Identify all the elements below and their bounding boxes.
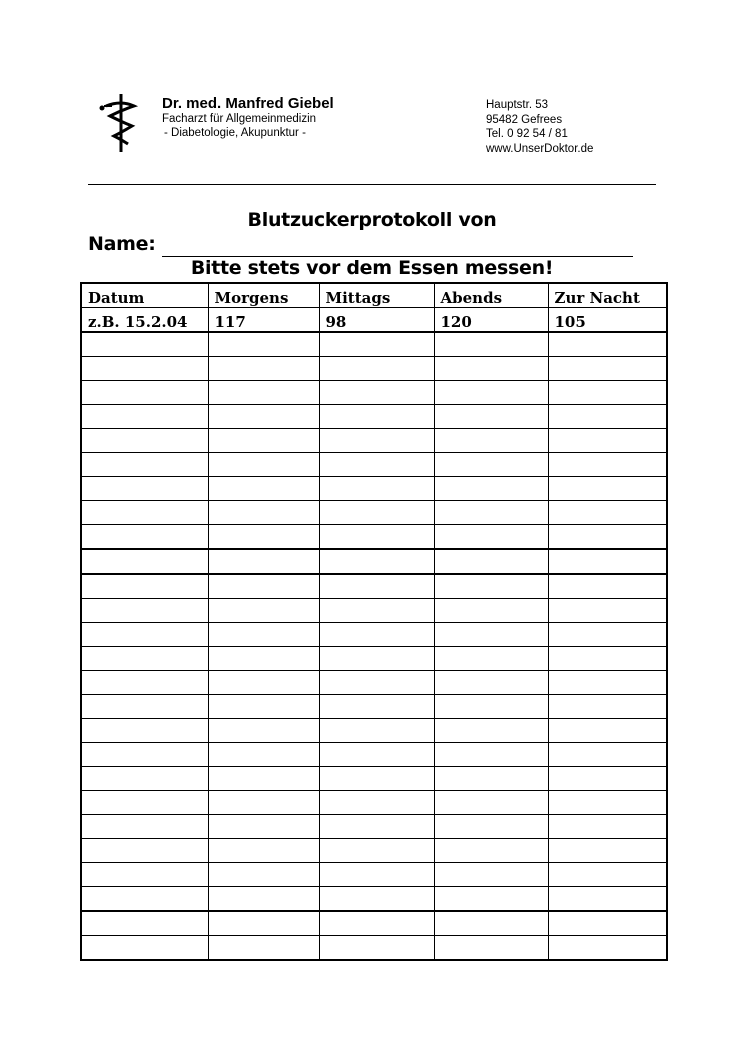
entry-cell-zur-nacht[interactable] xyxy=(548,357,667,381)
entry-cell-abends[interactable] xyxy=(434,357,548,381)
entry-cell-mittags[interactable] xyxy=(319,911,434,936)
table-row xyxy=(81,863,667,887)
entry-cell-morgens[interactable] xyxy=(208,719,319,743)
entry-cell-abends[interactable] xyxy=(434,743,548,767)
entry-cell-zur-nacht[interactable] xyxy=(548,791,667,815)
entry-cell-morgens[interactable] xyxy=(208,381,319,405)
entry-cell-abends[interactable] xyxy=(434,501,548,525)
header-divider xyxy=(88,184,656,185)
entry-cell-zur-nacht[interactable] xyxy=(548,671,667,695)
doctor-info xyxy=(162,95,334,140)
entry-cell-zur-nacht[interactable] xyxy=(548,549,667,574)
table-row xyxy=(81,429,667,453)
entry-cell-datum[interactable] xyxy=(81,501,208,525)
entry-cell-datum[interactable] xyxy=(81,743,208,767)
entry-cell-abends[interactable] xyxy=(434,599,548,623)
example-zur-nacht: 105 xyxy=(548,308,667,333)
entry-cell-abends[interactable] xyxy=(434,839,548,863)
entry-cell-zur-nacht[interactable] xyxy=(548,767,667,791)
entry-cell-abends[interactable] xyxy=(434,863,548,887)
entry-cell-zur-nacht[interactable] xyxy=(548,453,667,477)
table-row xyxy=(81,815,667,839)
table-row xyxy=(81,671,667,695)
entry-cell-morgens[interactable] xyxy=(208,815,319,839)
entry-cell-morgens[interactable] xyxy=(208,332,319,357)
entry-cell-datum[interactable] xyxy=(81,911,208,936)
table-row xyxy=(81,647,667,671)
entry-cell-abends[interactable] xyxy=(434,405,548,429)
table-row xyxy=(81,791,667,815)
entry-cell-mittags[interactable] xyxy=(319,815,434,839)
entry-cell-morgens[interactable] xyxy=(208,477,319,501)
entry-cell-morgens[interactable] xyxy=(208,525,319,550)
entry-cell-morgens[interactable] xyxy=(208,863,319,887)
entry-cell-datum[interactable] xyxy=(81,381,208,405)
entry-cell-zur-nacht[interactable] xyxy=(548,743,667,767)
entry-cell-morgens[interactable] xyxy=(208,839,319,863)
example-morgens: 117 xyxy=(208,308,319,333)
entry-cell-zur-nacht[interactable] xyxy=(548,429,667,453)
name-label: Name: xyxy=(88,233,156,255)
entry-cell-datum[interactable] xyxy=(81,647,208,671)
entry-cell-mittags[interactable] xyxy=(319,453,434,477)
table-row xyxy=(81,695,667,719)
entry-cell-mittags[interactable] xyxy=(319,549,434,574)
address-city: 95482 Gefrees xyxy=(486,113,563,126)
entry-cell-mittags[interactable] xyxy=(319,719,434,743)
entry-cell-datum[interactable] xyxy=(81,477,208,501)
table-row xyxy=(81,501,667,525)
entry-cell-datum[interactable] xyxy=(81,887,208,912)
entry-cell-morgens[interactable] xyxy=(208,549,319,574)
entry-cell-mittags[interactable] xyxy=(319,647,434,671)
form-title: Blutzuckerprotokoll von xyxy=(247,209,497,231)
entry-cell-zur-nacht[interactable] xyxy=(548,477,667,501)
example-row xyxy=(81,308,667,333)
entry-cell-abends[interactable] xyxy=(434,574,548,599)
address-street: Hauptstr. 53 xyxy=(486,99,549,111)
entry-cell-abends[interactable] xyxy=(434,671,548,695)
example-mittags: 98 xyxy=(319,308,434,333)
entry-cell-abends[interactable] xyxy=(434,936,548,961)
entry-cell-abends[interactable] xyxy=(434,332,548,357)
entry-cell-morgens[interactable] xyxy=(208,767,319,791)
entry-cell-datum[interactable] xyxy=(81,429,208,453)
table-row xyxy=(81,525,667,550)
entry-cell-mittags[interactable] xyxy=(319,839,434,863)
entry-cell-mittags[interactable] xyxy=(319,405,434,429)
entry-cell-abends[interactable] xyxy=(434,623,548,647)
entry-cell-zur-nacht[interactable] xyxy=(548,574,667,599)
entry-cell-mittags[interactable] xyxy=(319,743,434,767)
doctor-name: Dr. med. Manfred Giebel xyxy=(162,95,334,112)
table-row xyxy=(81,743,667,767)
entry-cell-abends[interactable] xyxy=(434,429,548,453)
entry-cell-zur-nacht[interactable] xyxy=(548,647,667,671)
table-row xyxy=(81,887,667,912)
entry-cell-mittags[interactable] xyxy=(319,695,434,719)
entry-cell-mittags[interactable] xyxy=(319,501,434,525)
entry-cell-morgens[interactable] xyxy=(208,599,319,623)
entry-cell-zur-nacht[interactable] xyxy=(548,839,667,863)
entry-cell-abends[interactable] xyxy=(434,525,548,550)
table-row xyxy=(81,767,667,791)
entry-cell-mittags[interactable] xyxy=(319,477,434,501)
entry-cell-datum[interactable] xyxy=(81,815,208,839)
entry-cell-mittags[interactable] xyxy=(319,887,434,912)
entry-cell-mittags[interactable] xyxy=(319,574,434,599)
practice-address xyxy=(486,98,593,156)
entry-cell-zur-nacht[interactable] xyxy=(548,525,667,550)
entry-cell-zur-nacht[interactable] xyxy=(548,623,667,647)
table-row xyxy=(81,623,667,647)
entry-cell-zur-nacht[interactable] xyxy=(548,815,667,839)
entry-cell-mittags[interactable] xyxy=(319,671,434,695)
entry-cell-mittags[interactable] xyxy=(319,623,434,647)
entry-cell-mittags[interactable] xyxy=(319,863,434,887)
column-header-abends: Abends xyxy=(434,283,548,308)
table-row xyxy=(81,405,667,429)
entry-cell-morgens[interactable] xyxy=(208,911,319,936)
table-row xyxy=(81,911,667,936)
column-header-zur-nacht: Zur Nacht xyxy=(548,283,667,308)
entry-cell-mittags[interactable] xyxy=(319,599,434,623)
entry-cell-abends[interactable] xyxy=(434,911,548,936)
entry-cell-morgens[interactable] xyxy=(208,623,319,647)
entry-cell-morgens[interactable] xyxy=(208,357,319,381)
table-row xyxy=(81,719,667,743)
entry-cell-datum[interactable] xyxy=(81,936,208,961)
entry-cell-datum[interactable] xyxy=(81,549,208,574)
entry-cell-abends[interactable] xyxy=(434,791,548,815)
entry-cell-zur-nacht[interactable] xyxy=(548,405,667,429)
entry-cell-mittags[interactable] xyxy=(319,429,434,453)
entry-cell-zur-nacht[interactable] xyxy=(548,381,667,405)
entry-cell-abends[interactable] xyxy=(434,477,548,501)
entry-cell-abends[interactable] xyxy=(434,767,548,791)
entry-cell-zur-nacht[interactable] xyxy=(548,719,667,743)
table-row xyxy=(81,477,667,501)
entry-cell-datum[interactable] xyxy=(81,574,208,599)
table-row xyxy=(81,453,667,477)
table-row xyxy=(81,936,667,961)
entry-cell-zur-nacht[interactable] xyxy=(548,332,667,357)
entry-cell-zur-nacht[interactable] xyxy=(548,863,667,887)
entry-cell-abends[interactable] xyxy=(434,381,548,405)
entry-cell-morgens[interactable] xyxy=(208,647,319,671)
entry-cell-datum[interactable] xyxy=(81,863,208,887)
doctor-specialty: Facharzt für Allgemeinmedizin xyxy=(162,113,317,125)
entry-cell-datum[interactable] xyxy=(81,791,208,815)
entry-cell-morgens[interactable] xyxy=(208,671,319,695)
example-abends: 120 xyxy=(434,308,548,333)
column-header-mittags: Mittags xyxy=(319,283,434,308)
entry-cell-morgens[interactable] xyxy=(208,695,319,719)
blood-sugar-table xyxy=(80,282,668,961)
entry-cell-zur-nacht[interactable] xyxy=(548,599,667,623)
entry-cell-datum[interactable] xyxy=(81,332,208,357)
entry-cell-datum[interactable] xyxy=(81,405,208,429)
entry-cell-datum[interactable] xyxy=(81,525,208,550)
entry-cell-abends[interactable] xyxy=(434,549,548,574)
measurement-instruction: Bitte stets vor dem Essen messen! xyxy=(190,257,554,279)
table-header-row xyxy=(81,283,667,308)
entry-cell-datum[interactable] xyxy=(81,453,208,477)
entry-cell-mittags[interactable] xyxy=(319,767,434,791)
table-row xyxy=(81,549,667,574)
entry-cell-mittags[interactable] xyxy=(319,332,434,357)
entry-cell-mittags[interactable] xyxy=(319,357,434,381)
entry-cell-abends[interactable] xyxy=(434,887,548,912)
entry-cell-morgens[interactable] xyxy=(208,574,319,599)
doctor-focus: - Diabetologie, Akupunktur - xyxy=(164,127,306,139)
entry-cell-datum[interactable] xyxy=(81,357,208,381)
column-header-datum: Datum xyxy=(81,283,208,308)
entry-cell-abends[interactable] xyxy=(434,719,548,743)
table-row xyxy=(81,332,667,357)
entry-cell-datum[interactable] xyxy=(81,695,208,719)
entry-cell-morgens[interactable] xyxy=(208,429,319,453)
entry-cell-zur-nacht[interactable] xyxy=(548,501,667,525)
entry-cell-abends[interactable] xyxy=(434,453,548,477)
entry-cell-morgens[interactable] xyxy=(208,887,319,912)
entry-cell-morgens[interactable] xyxy=(208,453,319,477)
entry-cell-zur-nacht[interactable] xyxy=(548,695,667,719)
entry-cell-zur-nacht[interactable] xyxy=(548,936,667,961)
name-field-row xyxy=(88,233,633,259)
table-row xyxy=(81,381,667,405)
entry-cell-morgens[interactable] xyxy=(208,501,319,525)
entry-cell-zur-nacht[interactable] xyxy=(548,887,667,912)
entry-cell-datum[interactable] xyxy=(81,767,208,791)
table-row xyxy=(81,574,667,599)
caduceus-icon xyxy=(92,92,150,154)
entry-cell-zur-nacht[interactable] xyxy=(548,911,667,936)
entry-cell-datum[interactable] xyxy=(81,839,208,863)
entry-cell-mittags[interactable] xyxy=(319,525,434,550)
entry-cell-mittags[interactable] xyxy=(319,381,434,405)
entry-cell-mittags[interactable] xyxy=(319,936,434,961)
entry-cell-morgens[interactable] xyxy=(208,936,319,961)
entry-cell-datum[interactable] xyxy=(81,599,208,623)
entry-cell-abends[interactable] xyxy=(434,815,548,839)
entry-cell-morgens[interactable] xyxy=(208,791,319,815)
entry-cell-morgens[interactable] xyxy=(208,743,319,767)
entry-cell-datum[interactable] xyxy=(81,623,208,647)
entry-cell-morgens[interactable] xyxy=(208,405,319,429)
website: www.UnserDoktor.de xyxy=(486,142,594,155)
entry-cell-datum[interactable] xyxy=(81,719,208,743)
entry-cell-abends[interactable] xyxy=(434,647,548,671)
table-row xyxy=(81,839,667,863)
column-header-morgens: Morgens xyxy=(208,283,319,308)
table-row xyxy=(81,357,667,381)
phone-number: Tel. 0 92 54 / 81 xyxy=(486,128,568,140)
entry-cell-mittags[interactable] xyxy=(319,791,434,815)
entry-cell-datum[interactable] xyxy=(81,671,208,695)
entry-cell-abends[interactable] xyxy=(434,695,548,719)
table-row xyxy=(81,599,667,623)
example-datum: z.B. 15.2.04 xyxy=(81,308,208,333)
